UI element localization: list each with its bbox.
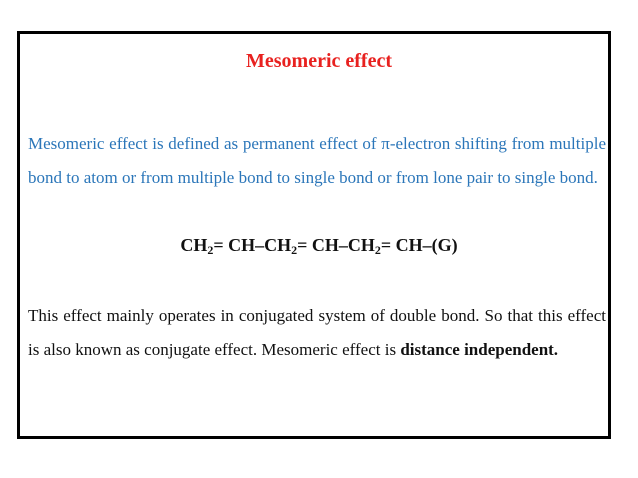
formula-part-3: = CH–CH — [297, 235, 375, 255]
formula-part-4: = CH–(G) — [380, 235, 458, 255]
formula-subscript-1: 2 — [207, 243, 214, 257]
explanation-text: This effect mainly operates in conjugated system of double bond. So that this effect is also known as conjugate effect. Mesomeric effect is — [28, 306, 606, 359]
slide-title: Mesomeric effect — [246, 50, 392, 72]
conjugation-formula — [0, 235, 638, 258]
formula-subscript-3: 2 — [374, 243, 381, 257]
formula-part-1: CH — [180, 235, 208, 255]
formula-subscript-2: 2 — [291, 243, 298, 257]
explanation-emphasis: distance independent. — [400, 340, 559, 359]
formula-part-2: = CH–CH — [213, 235, 292, 255]
explanation-paragraph — [28, 299, 606, 367]
definition-paragraph: Mesomeric effect is defined as permanent effect of π-electron shifting from multiple bond to atom or from multiple bond to single bond or from lone pair to single bond. — [28, 134, 606, 187]
